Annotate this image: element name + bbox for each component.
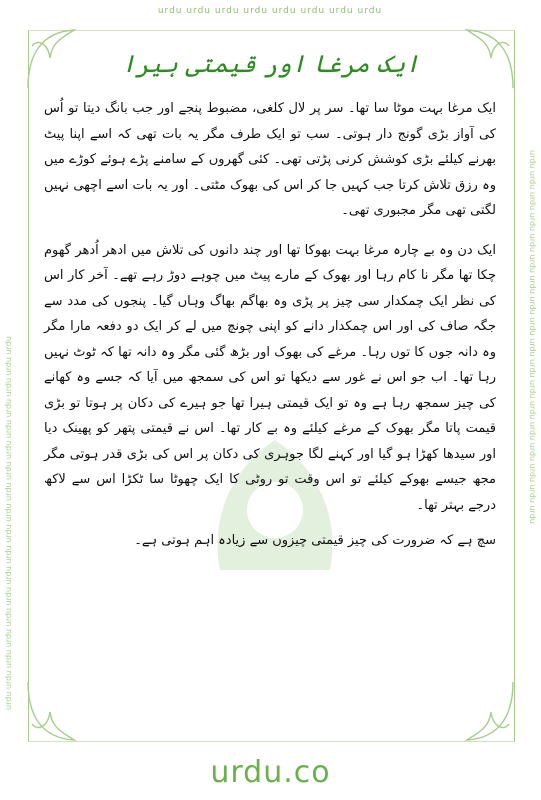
paragraph: ایک مرغا بہت موٹا سا تھا۔ سر پر لال کلغی، مضبوط پنجے اور جب بانگ دیتا تو اُس کی آواز بڑی گونج دار ہوتی۔ سب تو ایک طرف مگر یہ بات تھی کہ اسے اپنا پیٹ بھرنے کیلئے بڑی کوشش کرنی پڑتی تھی۔ کئی گھروں کے سامنے پڑے ہوئے کوڑے میں وہ رزق تلاش کرتا جب کہیں جا کر اس کی بھوک مٹتی۔ اور یہ بات اسے اچھی نہیں لگتی تھی مگر مجبوری تھی۔ bbox=[44, 101, 496, 218]
top-decorative-strip: urdu urdu urdu urdu urdu urdu urdu urdu bbox=[157, 6, 383, 16]
moral-paragraph: سچ ہے کہ ضرورت کی چیز قیمتی چیزوں سے زیادہ اہم ہوتی ہے۔ bbox=[134, 533, 496, 548]
right-decorative-strip: urdu urdu urdu urdu urdu urdu urdu urdu urdu urdu urdu urdu urdu urdu urdu urdu urdu urdu bbox=[528, 150, 537, 524]
paragraph: ایک دن وہ بے چارہ مرغا بہت بھوکا تھا اور چند دانوں کی تلاش میں ادھر اُدھر گھوم چکا تھا مگر نا کام رہا اور بھوک کے مارے پیٹ میں چوہے دوڑ رہے تھے۔ آخر کار اس کی نظر ایک چمکدار سی چیز پر پڑی وہ بھاگم بھاگ وہاں گیا۔ پنجوں کی مدد سے جگہ صاف کی اور اس چمکدار دانے کو اپنی چونچ میں لے کر ایک دو دفعہ مارا مگر وہ دانہ جوں کا توں رہا۔ مرغے کی بھوک اور بڑھ گئی مگر وہ دانہ تھا کہ ٹوٹ نہیں رہا تھا۔ اب جو اس نے غور سے دیکھا تو اس کی سمجھ میں آیا کہ جسے وہ کھانے کی چیز سمجھ رہا ہے وہ تو ایک قیمتی ہیرا تھا جو ہیرے کی دکان پر ہوتا تو بڑی قیمت پاتا مگر بھوک کے مرغے کیلئے وہ بے کار تھا۔ اس نے قیمتی پتھر کو پھینک دیا اور سیدھا کھڑا ہو گیا اور کہنے لگا جوہری کی دکان پر اس کی بڑی قدر ہوتی مگر مجھ جیسے بھوکے کیلئے تو اس وقت تو روٹی کا ایک چھوٹا سا ٹکڑا اس سے لاکھ درجے بہتر تھا۔ bbox=[44, 242, 496, 513]
left-decorative-strip: urdu urdu urdu urdu urdu urdu urdu urdu urdu urdu urdu urdu urdu urdu urdu urdu urdu urdu bbox=[4, 336, 13, 710]
corner-swirl-icon bbox=[449, 676, 519, 746]
corner-swirl-icon bbox=[22, 676, 92, 746]
footer-logo: urdu.co bbox=[210, 755, 331, 790]
story-title: ایک مرغا اور قیمتی ہیرا bbox=[121, 50, 420, 78]
story-body bbox=[44, 96, 496, 568]
